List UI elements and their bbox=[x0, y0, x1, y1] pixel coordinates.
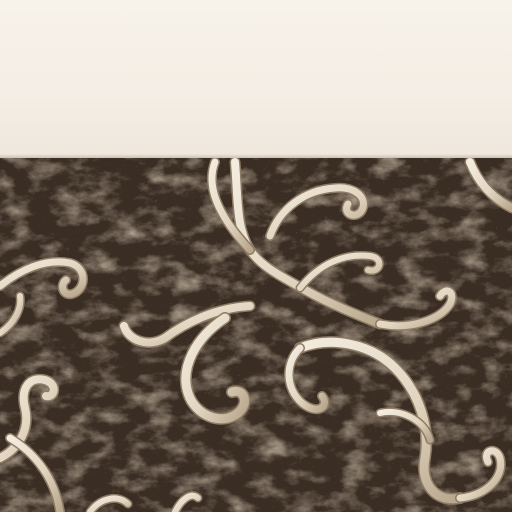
dark-marbled-panel bbox=[0, 158, 512, 512]
cream-background bbox=[0, 0, 512, 158]
panel-speckle-texture bbox=[0, 158, 512, 512]
